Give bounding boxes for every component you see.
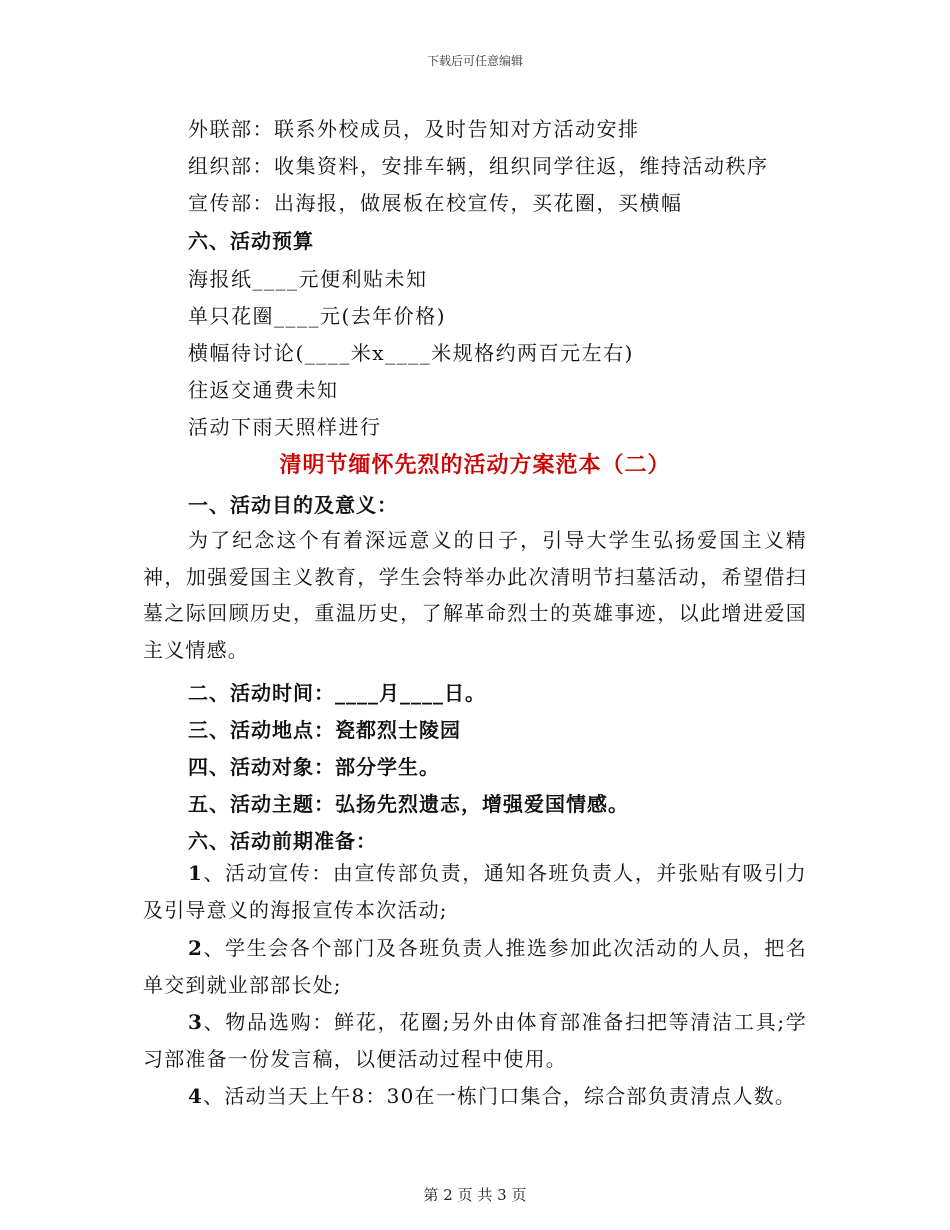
document-title: 清明节缅怀先烈的活动方案范本（二） [279, 452, 671, 478]
prep-item-text: 、活动当天上午8：30在一栋门口集合，综合部负责清点人数。 [203, 1084, 797, 1108]
budget-line-banner: 横幅待讨论(____米x____米规格约两百元左右) [188, 341, 634, 365]
section-1-heading: 一、活动目的及意义： [188, 493, 398, 517]
page-footer: 第 2 页 共 3 页 [423, 1186, 527, 1204]
budget-line-transport: 往返交通费未知 [188, 378, 339, 402]
prep-item-3 [143, 1004, 807, 1077]
prep-item-4 [143, 1078, 807, 1115]
prep-item-number: 4 [188, 1084, 204, 1108]
prep-item-1 [143, 855, 807, 928]
header-note: 下载后可任意编辑 [426, 54, 523, 68]
section-3-location: 三、活动地点：瓷都烈士陵园 [188, 718, 461, 742]
prep-item-number: 3 [188, 1010, 204, 1034]
section-5-theme: 五、活动主题：弘扬先烈遗志，增强爱国情感。 [188, 792, 629, 816]
prep-item-text: 、物品选购：鲜花，花圈;另外由体育部准备扫把等清洁工具;学习部准备一份发言稿，以便活动过程中使用。 [143, 1010, 807, 1071]
dept-waibu-line: 外联部：联系外校成员，及时告知对方活动安排 [188, 117, 640, 141]
section-6-heading: 六、活动前期准备： [188, 829, 377, 853]
dept-xuanchuan-line: 宣传部：出海报，做展板在校宣传，买花圈，买横幅 [188, 191, 683, 215]
prep-item-2 [143, 930, 807, 1003]
section-2-time: 二、活动时间：____月____日。 [188, 681, 486, 705]
prep-item-text: 、活动宣传：由宣传部负责，通知各班负责人，并张贴有吸引力及引导意义的海报宣传本次活动; [143, 861, 807, 922]
budget-line-poster: 海报纸____元便利贴未知 [188, 267, 428, 291]
prep-item-number: 2 [188, 936, 204, 960]
budget-line-rain: 活动下雨天照样进行 [188, 415, 382, 439]
section-4-audience: 四、活动对象：部分学生。 [188, 755, 440, 779]
prep-item-text: 、学生会各个部门及各班负责人推选参加此次活动的人员，把名单交到就业部部长处; [143, 936, 807, 997]
prep-item-number: 1 [188, 861, 204, 885]
section-1-paragraph: 为了纪念这个有着深远意义的日子，引导大学生弘扬爱国主义精神，加强爱国主义教育，学生会特举办此次清明节扫墓活动，希望借扫墓之际回顾历史，重温历史，了解革命烈士的英雄事迹，以此增进爱国主义情感。 [143, 528, 807, 663]
budget-line-wreath: 单只花圈____元(去年价格) [188, 304, 447, 328]
budget-heading: 六、活动预算 [188, 229, 314, 253]
dept-zuzhi-line: 组织部：收集资料，安排车辆，组织同学往返，维持活动秩序 [188, 154, 769, 178]
